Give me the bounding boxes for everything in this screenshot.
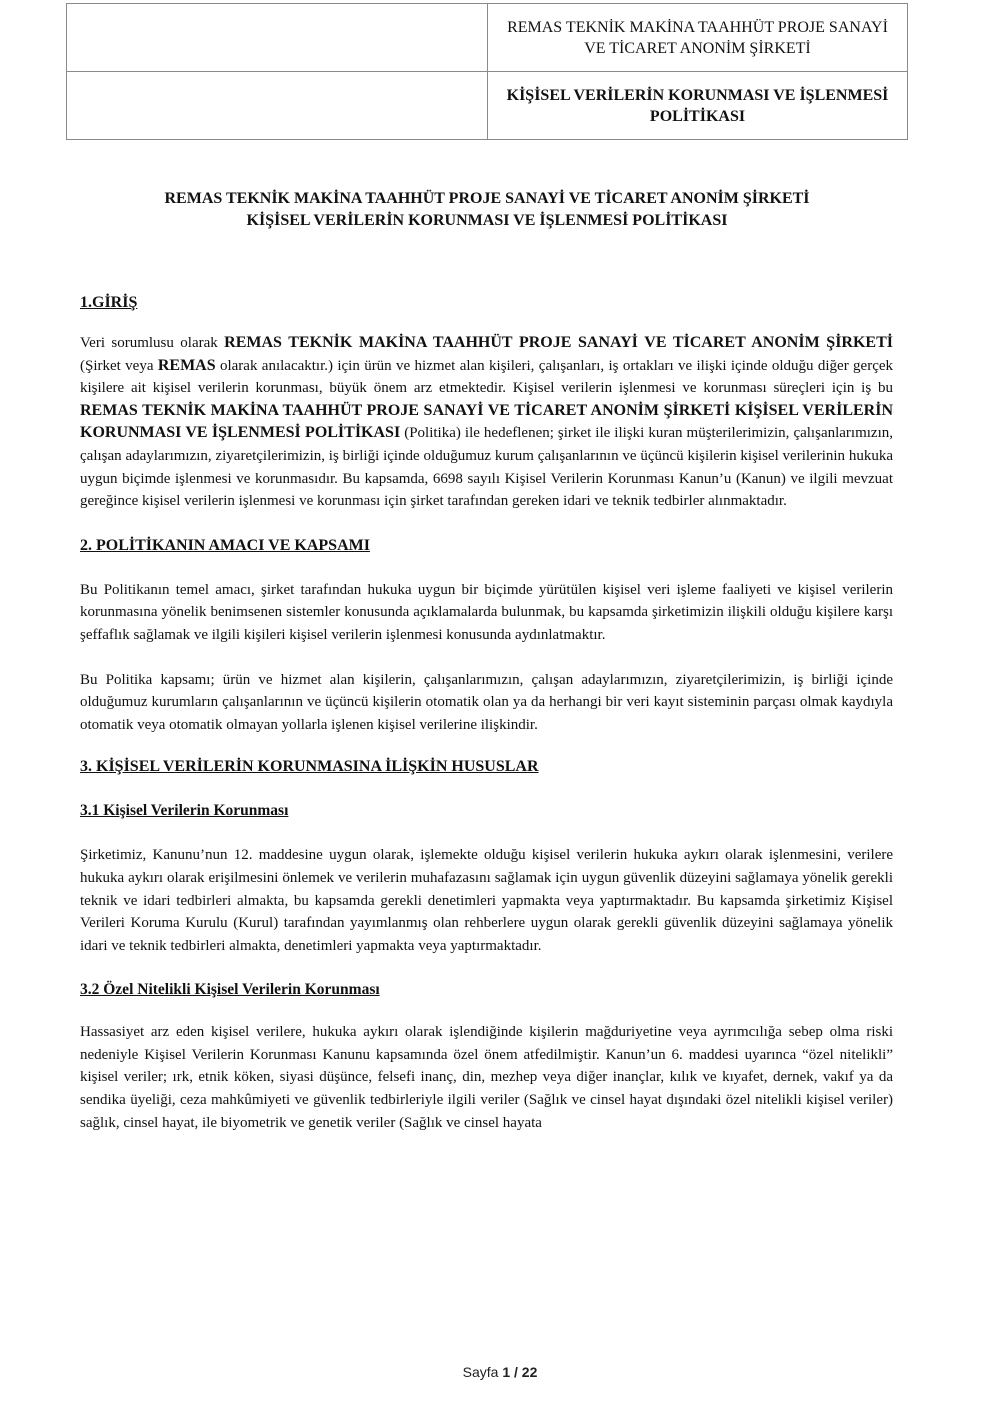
footer-separator: / [514, 1364, 518, 1380]
footer-total-pages: 22 [521, 1364, 538, 1380]
header-empty-cell [67, 72, 488, 140]
header-company: REMAS TEKNİK MAKİNA TAAHHÜT PROJE SANAYİ VE TİCARET ANONİM ŞİRKETİ [507, 18, 888, 57]
protection-paragraph: Şirketimiz, Kanunu’nun 12. maddesine uygun olarak, işlemekte olduğu kişisel verilerin hukuka aykırı olarak işlenmesini, verilere hukuka aykırı olarak erişilmesini önlemek ve verilerin muhafazasını sağlamak için uygun güvenlik düzeyini sağlamaya yönelik gerekli teknik ve idari tedbirleri almakta, bu kapsamda gerekli denetimleri yapmakta veya yaptırmaktadır. Bu kapsamda şirketimiz Kişisel Verileri Koruma Kurulu (Kurul) tarafından yayımlanmış olan rehberlere uygun olarak gerekli güvenlik düzeyini sağlamaya yönelik idari ve teknik tedbirleri almakta, denetimleri yapmakta veya yaptırmaktadır. [80, 847, 893, 954]
special-data-paragraph: Hassasiyet arz eden kişisel verilere, hukuka aykırı olarak işlendiğinde kişilerin mağduriyetine veya ayrımcılığa sebep olma riski nedeniyle Kişisel Verilerin Korunması Kanunu kapsamında özel önem atfedilmiştir. Kanun’un 6. maddesi uyarınca “özel nitelikli” kişisel veriler; ırk, etnik köken, siyasi düşünce, felsefi inanç, din, mezhep veya diğer inançlar, kılık ve kıyafet, dernek, vakıf ya da sendika üyeliği, ceza mahkûmiyeti ve güvenlik tedbirleriyle ilgili veriler (Sağlık ve cinsel hayat dışındaki özel nitelikli kişisel veriler) sağlık, cinsel hayat, ile biyometrik ve genetik veriler (Sağlık ve cinsel hayata [80, 1024, 893, 1131]
section-heading-purpose: 2. POLİTİKANIN AMACI VE KAPSAMI [80, 536, 370, 554]
header-policy-title: KİŞİSEL VERİLERİN KORUNMASI VE İŞLENMESİ POLİTİKASI [506, 86, 889, 125]
purpose-paragraph-1: Bu Politikanın temel amacı, şirket tarafından hukuka uygun bir biçimde yürütülen kişisel veri işleme faaliyeti ve kişisel verilerin korunmasına yönelik benimsenen sistemler konusunda açıklamalarda bulunmak, bu kapsamda şirketimizin ilişkili olduğu kişilere karşı şeffaflık sağlamak ve ilgili kişileri kişisel verilerin işlenmesi konusunda aydınlatmaktır. [80, 581, 893, 643]
section-heading-intro: 1.GİRİŞ [80, 294, 138, 311]
document-title-line1: REMAS TEKNİK MAKİNA TAAHHÜT PROJE SANAYİ VE TİCARET ANONİM ŞİRKETİ [164, 190, 810, 207]
subsection-heading-3-1: 3.1 Kişisel Verilerin Korunması [80, 802, 289, 820]
document-title-line2: KİŞİSEL VERİLERİN KORUNMASI VE İŞLENMESİ POLİTİKASI [246, 212, 728, 229]
purpose-paragraph-2: Bu Politika kapsamı; ürün ve hizmet alan kişilerin, çalışanlarımızın, çalışan adaylarımızın, ziyaretçilerimizin, iş birliği içinde olduğumuz kurumların çalışanlarının ve üçüncü kişilerin otomatik olan ya da herhangi bir veri kayıt sisteminin parçası olmak kaydıyla otomatik veya otomatik olmayan yollarla işlenen kişisel verilerine ilişkindir. [80, 671, 893, 733]
subsection-heading-3-2: 3.2 Özel Nitelikli Kişisel Verilerin Korunması [80, 981, 380, 999]
intro-company-name: REMAS TEKNİK MAKİNA TAAHHÜT PROJE SANAYİ VE TİCARET ANONİM ŞİRKETİ [224, 334, 894, 351]
section-heading-protection: 3. KİŞİSEL VERİLERİN KORUNMASINA İLİŞKİN HUSUSLAR [80, 758, 539, 776]
document-title [66, 188, 908, 232]
intro-text-1: Veri sorumlusu olarak [80, 335, 225, 351]
header-table [66, 3, 908, 140]
header-policy-cell [488, 72, 908, 140]
intro-paragraph [80, 332, 893, 513]
document-body [80, 292, 893, 1134]
footer-label: Sayfa [462, 1364, 499, 1380]
intro-text-2: (Şirket veya [80, 357, 158, 374]
intro-company-short: REMAS [157, 356, 216, 374]
intro-policy-name: REMAS TEKNİK MAKİNA TAAHHÜT PROJE SANAYİ VE TİCARET ANONİM ŞİRKETİ KİŞİSEL VERİLERİN KORUNMASI VE İŞLENMESİ POLİTİKASI [80, 401, 893, 442]
footer-current-page: 1 [502, 1364, 511, 1380]
page-footer [0, 1364, 1000, 1380]
header-company-cell [488, 4, 908, 72]
intro-text-3: olarak anılacaktır.) için ürün ve hizmet alan kişileri, çalışanları, iş ortakları ve ilişki içinde olduğu diğer gerçek kişilere ait kişisel verilerin korunması, büyük önem arz etmektedir. Kişisel verilerin işlenmesi ve korunması süreçleri için iş bu [80, 357, 894, 397]
intro-text-4: (Politika) ile hedeflenen; şirket ile ilişki kuran müşterilerimizin, çalışanlarımızın, çalışan adaylarımızın, ziyaretçilerimizin, iş birliği içinde olduğumuz kurum çalışanlarının ve üçüncü kişilerin kişisel verilerinin hukuka uygun biçimde işlenmesi ve korunmasıdır. Bu kapsamda, 6698 sayılı Kişisel Verilerin Korunması Kanun’u (Kanun) ve ilgili mevzuat gereğince kişisel verilerin işlenmesi ve korunması için şirket tarafından gereken idari ve teknik tedbirler alınmaktadır. [80, 425, 893, 510]
logo-cell [67, 4, 488, 72]
